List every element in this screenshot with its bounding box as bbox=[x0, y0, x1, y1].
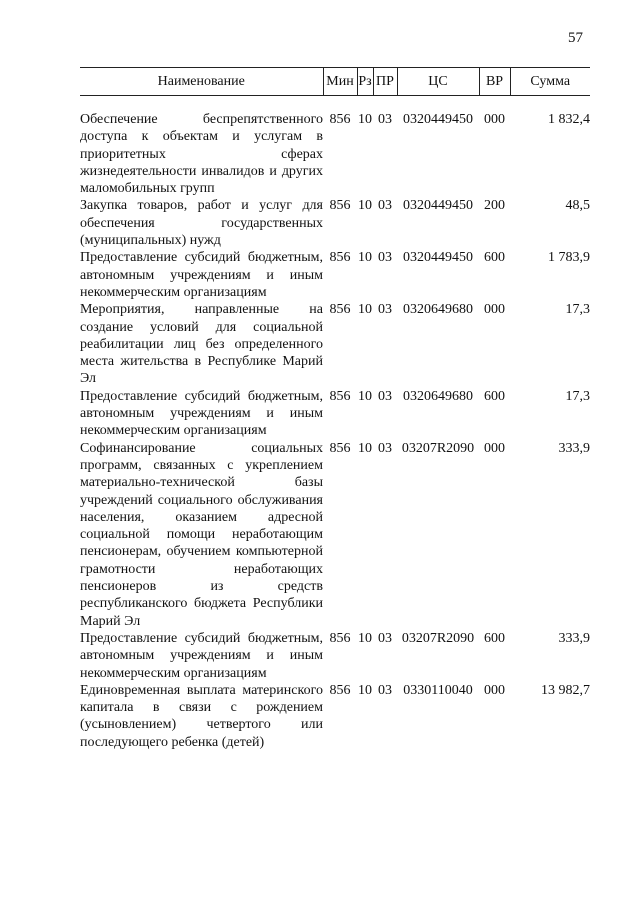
column-header-rz: Рз bbox=[357, 68, 373, 96]
row-pr: 03 bbox=[378, 302, 392, 318]
page-number: 57 bbox=[568, 30, 583, 46]
table-row bbox=[80, 197, 590, 249]
column-header-min: Мин bbox=[323, 68, 357, 96]
column-header-vr: ВР bbox=[479, 68, 510, 96]
row-cs: 0320449450 bbox=[403, 198, 473, 214]
row-rz: 10 bbox=[358, 250, 372, 266]
table-row bbox=[80, 682, 590, 751]
row-min: 856 bbox=[329, 388, 351, 404]
row-vr: 200 bbox=[484, 198, 505, 214]
row-min: 856 bbox=[329, 440, 351, 456]
table-row bbox=[80, 440, 590, 630]
row-name: Предоставление субсидий бюджетным, автономным учреждениям и иным некоммерческим организациям bbox=[80, 388, 323, 439]
row-pr: 03 bbox=[378, 630, 392, 646]
row-sum: 17,3 bbox=[565, 388, 590, 404]
row-name: Обеспечение беспрепятственного доступа к объектам и услугам в приоритетных сферах жизнедеятельности инвалидов и других маломобильных групп bbox=[80, 112, 323, 197]
row-vr: 600 bbox=[484, 630, 505, 646]
row-min: 856 bbox=[329, 682, 351, 698]
row-min: 856 bbox=[329, 250, 351, 266]
row-rz: 10 bbox=[358, 630, 372, 646]
row-sum: 13 982,7 bbox=[541, 682, 590, 698]
column-header-cs: ЦС bbox=[397, 68, 479, 96]
row-rz: 10 bbox=[358, 682, 372, 698]
row-cs: 03207R2090 bbox=[401, 440, 475, 456]
row-cs: 0320449450 bbox=[403, 250, 473, 266]
row-pr: 03 bbox=[378, 112, 392, 127]
column-header-name: Наименование bbox=[80, 68, 323, 96]
row-rz: 10 bbox=[358, 198, 372, 214]
row-name: Предоставление субсидий бюджетным, автономным учреждениям и иным некоммерческим организациям bbox=[80, 630, 323, 681]
row-name: Закупка товаров, работ и услуг для обеспечения государственных (муниципальных) нужд bbox=[80, 198, 323, 249]
row-sum: 17,3 bbox=[565, 302, 590, 318]
column-header-sum: Сумма bbox=[510, 68, 590, 96]
row-pr: 03 bbox=[378, 682, 392, 698]
row-vr: 600 bbox=[484, 250, 505, 266]
row-cs: 0330110040 bbox=[403, 682, 473, 698]
row-rz: 10 bbox=[358, 112, 372, 127]
row-sum: 1 783,9 bbox=[548, 250, 590, 266]
row-min: 856 bbox=[329, 630, 351, 646]
table-row bbox=[80, 630, 590, 682]
row-cs: 0320649680 bbox=[403, 302, 473, 318]
row-sum: 333,9 bbox=[558, 440, 590, 456]
row-min: 856 bbox=[329, 302, 351, 318]
row-sum: 1 832,4 bbox=[548, 112, 590, 127]
table-row bbox=[80, 301, 590, 387]
row-vr: 000 bbox=[484, 682, 505, 698]
row-sum: 48,5 bbox=[565, 198, 590, 214]
table-row bbox=[80, 111, 590, 197]
row-pr: 03 bbox=[378, 388, 392, 404]
row-name: Предоставление субсидий бюджетным, автономным учреждениям и иным некоммерческим организациям bbox=[80, 250, 323, 300]
row-cs: 0320449450 bbox=[403, 112, 473, 127]
row-vr: 000 bbox=[484, 112, 505, 127]
table-header-row bbox=[80, 68, 590, 96]
row-min: 856 bbox=[329, 198, 351, 214]
table-row bbox=[80, 388, 590, 440]
row-pr: 03 bbox=[378, 440, 392, 456]
row-cs: 0320649680 bbox=[403, 388, 473, 404]
row-rz: 10 bbox=[358, 440, 372, 456]
row-vr: 000 bbox=[484, 440, 505, 456]
column-header-pr: ПР bbox=[373, 68, 397, 96]
row-sum: 333,9 bbox=[558, 630, 590, 646]
table-row bbox=[80, 249, 590, 301]
row-pr: 03 bbox=[378, 198, 392, 214]
row-name: Единовременная выплата материнского капитала в связи с рождением (усыновлением) четвертого или последующего ребенка (детей) bbox=[80, 682, 323, 750]
row-min: 856 bbox=[329, 112, 351, 127]
row-rz: 10 bbox=[358, 388, 372, 404]
row-vr: 600 bbox=[484, 388, 505, 404]
row-rz: 10 bbox=[358, 302, 372, 318]
row-name: Софинансирование социальных программ, связанных с укреплением материально-технической базы учреждений социального обслуживания населения, оказанием адресной социальной помощи неработающим пенсионерам, обучением компьютерной грамотности неработающих пенсионеров из средств республиканского бюджета Республики Марий Эл bbox=[80, 440, 323, 629]
row-vr: 000 bbox=[484, 302, 505, 318]
row-cs: 03207R2090 bbox=[401, 630, 475, 646]
header-spacer bbox=[80, 96, 590, 112]
budget-table bbox=[80, 67, 590, 751]
row-name: Мероприятия, направленные на создание условий для социальной реабилитации лиц без определенного места жительства в Республике Марий Эл bbox=[80, 302, 323, 387]
row-pr: 03 bbox=[378, 250, 392, 266]
